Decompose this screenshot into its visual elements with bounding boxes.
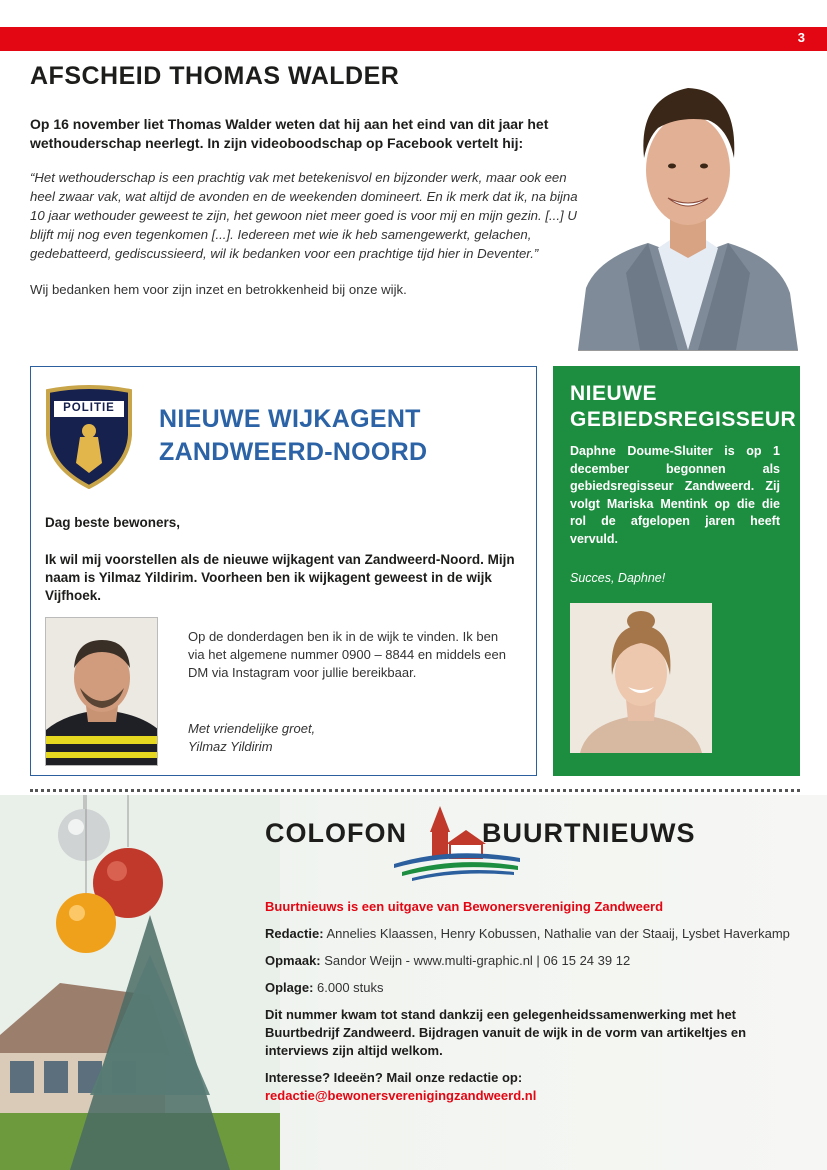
wijkagent-closing: Met vriendelijke groet, [188, 721, 316, 736]
yilmaz-photo [45, 617, 158, 766]
afscheid-article [30, 62, 590, 299]
gebiedsregisseur-title-line2: GEBIEDSREGISSEUR [570, 408, 797, 431]
colofon-opmaak [265, 952, 805, 970]
police-badge-icon [44, 385, 134, 489]
colofon-title: COLOFON [265, 818, 407, 848]
buurtnieuws-title: BUURTNIEUWS [482, 818, 696, 848]
wijkagent-title [159, 403, 427, 469]
redactie-label: Redactie: [265, 926, 324, 941]
colofon-details [265, 898, 805, 1105]
wijkagent-body: Op de donderdagen ben ik in de wijk te vinden. Ik ben via het algemene nummer 0900 – 8844 en middels een DM via Instagram voor jullie bereikbaar. [188, 629, 506, 680]
afscheid-thanks: Wij bedanken hem voor zijn inzet en betrokkenheid bij onze wijk. [30, 282, 407, 297]
page-number: 3 [797, 30, 805, 45]
wijkagent-signoff [188, 720, 518, 756]
wijkagent-intro: Ik wil mij voorstellen als de nieuwe wijkagent van Zandweerd-Noord. Mijn naam is Yilmaz Yildirim. Voorheen ben ik wijkagent geweest in de wijk Vijfhoek. [45, 552, 515, 603]
police-badge-text: POLITIE [63, 402, 115, 414]
gebiedsregisseur-succes: Succes, Daphne! [570, 571, 666, 585]
oplage-label: Oplage: [265, 980, 314, 995]
gebiedsregisseur-title-line1: NIEUWE [570, 382, 657, 405]
colofon-email-link[interactable]: redactie@bewonersverenigingzandweerd.nl [265, 1088, 537, 1103]
wijkagent-title-line2: ZANDWEERD-NOORD [159, 438, 428, 466]
wijkagent-box [30, 366, 537, 776]
christmas-decoration-image [0, 795, 280, 1170]
photo-baseline [578, 350, 798, 351]
gebiedsregisseur-text: Daphne Doume-Sluiter is op 1 december begonnen als gebiedsregisseur Zandweerd. Zij volgt Mariska Mentink op die die rol de afgelopen jaren heeft vervuld. [570, 444, 780, 546]
afscheid-quote: “Het wethouderschap is een prachtig vak met betekenisvol en bijzonder werk, maar ook een heel zwaar vak, wat altijd de avonden en de weekenden domineert. En ik merk dat ik, na bijna 10 jaar wethouder geweest te zijn, het gewoon niet meer goed is voor mij en mijn gezin. [...] U blijft mij nog even tegenkomen [...]. Iedereen met wie ik heb samengewerkt, gelachen, gedebatteerd, gediscussieerd, wil ik bedanken voor een prachtige tijd hier in Deventer.” [30, 170, 578, 261]
oplage-value: 6.000 stuks [317, 980, 384, 995]
colofon-tagline: Buurtnieuws is een uitgave van Bewonersvereniging Zandweerd [265, 899, 664, 914]
colofon-redactie [265, 925, 805, 943]
top-red-bar [0, 27, 827, 51]
opmaak-label: Opmaak: [265, 953, 321, 968]
dotted-divider [30, 789, 800, 792]
gebiedsregisseur-title [570, 381, 796, 433]
colofon-interesse: Interesse? Ideeën? Mail onze redactie op: [265, 1070, 523, 1085]
afscheid-intro: Op 16 november liet Thomas Walder weten dat hij aan het eind van dit jaar het wethouderschap neerlegt. In zijn videoboodschap op Facebook vertelt hij: [30, 116, 549, 151]
daphne-photo [570, 603, 712, 753]
wijkagent-title-line1: NIEUWE WIJKAGENT [159, 405, 421, 433]
opmaak-value: Sandor Weijn - www.multi-graphic.nl | 06 15 24 39 12 [324, 953, 631, 968]
wijkagent-greeting: Dag beste bewoners, [45, 515, 181, 530]
wijkagent-signature: Yilmaz Yildirim [188, 739, 273, 754]
colofon-samenwerking: Dit nummer kwam tot stand dankzij een gelegenheidssamenwerking met het Buurtbedrijf Zandweerd. Bijdragen vanuit de wijk in de vorm van artikeltjes en interviews zijn altijd welkom. [265, 1007, 747, 1058]
thomas-walder-photo [578, 58, 798, 350]
gebiedsregisseur-box [553, 366, 800, 776]
redactie-value: Annelies Klaassen, Henry Kobussen, Nathalie van der Staaij, Lysbet Haverkamp [326, 926, 790, 941]
afscheid-title: AFSCHEID THOMAS WALDER [30, 62, 400, 90]
colofon-oplage [265, 979, 805, 997]
